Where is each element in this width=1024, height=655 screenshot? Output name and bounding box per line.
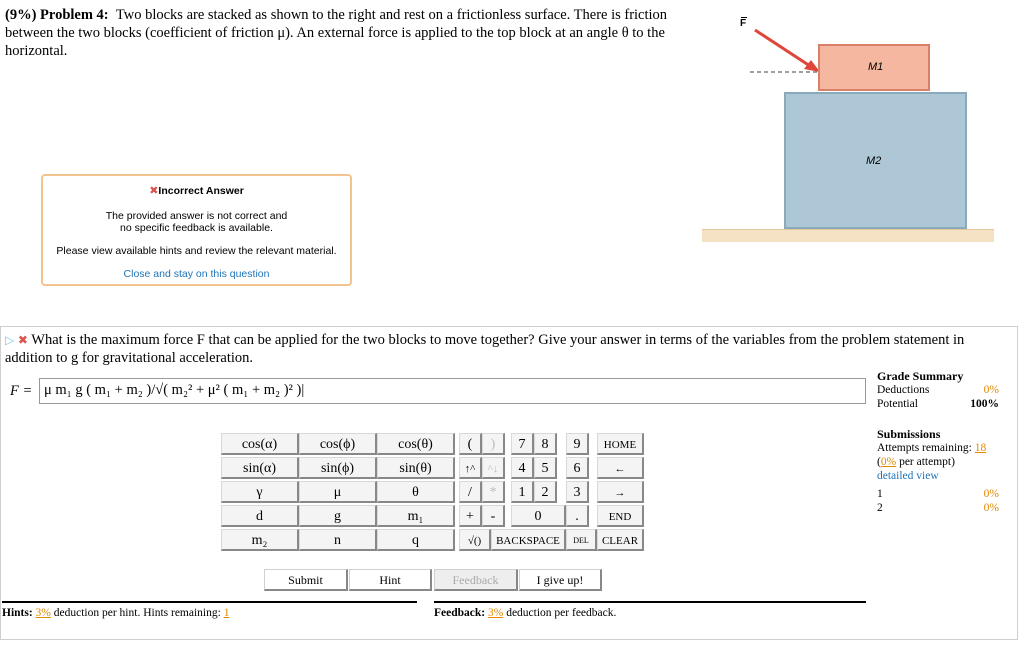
key-cos-phi[interactable]: cos(ϕ) bbox=[299, 433, 377, 455]
key-7[interactable]: 7 bbox=[511, 433, 534, 455]
problem-statement bbox=[5, 6, 695, 60]
key-8[interactable]: 8 bbox=[534, 433, 557, 455]
block-m2-label: M2 bbox=[866, 155, 882, 167]
deductions-label: Deductions bbox=[877, 384, 930, 396]
key-9[interactable]: 9 bbox=[566, 433, 589, 455]
key-3[interactable]: 3 bbox=[566, 481, 589, 503]
submission-deduction: 0% bbox=[983, 502, 999, 514]
force-label: F bbox=[740, 18, 747, 29]
key-0[interactable]: 0 bbox=[511, 505, 566, 527]
key-m1[interactable]: m₁ bbox=[377, 505, 455, 527]
hints-remaining: 1 bbox=[223, 607, 230, 619]
deductions-value: 0% bbox=[983, 384, 999, 396]
key-cos-theta[interactable]: cos(θ) bbox=[377, 433, 455, 455]
key-plus[interactable]: + bbox=[459, 505, 482, 527]
key-close-paren[interactable]: ) bbox=[482, 433, 505, 455]
hint-deduction-pct: 3% bbox=[35, 607, 51, 619]
key-open-paren[interactable]: ( bbox=[459, 433, 482, 455]
key-minus[interactable]: - bbox=[482, 505, 505, 527]
key-delete[interactable]: DEL bbox=[566, 529, 597, 551]
key-sin-theta[interactable]: sin(θ) bbox=[377, 457, 455, 479]
submission-number: 2 bbox=[877, 502, 883, 514]
key-theta[interactable]: θ bbox=[377, 481, 455, 503]
force-arrow-shaft bbox=[755, 30, 810, 66]
key-right-arrow[interactable]: → bbox=[597, 481, 644, 503]
key-decimal[interactable]: . bbox=[566, 505, 589, 527]
key-d[interactable]: d bbox=[221, 505, 299, 527]
answer-input[interactable]: μ m₁ g ( m₁ + m₂ )/√( m₂² + μ² ( m₁ + m₂ )² )| bbox=[39, 378, 866, 404]
potential-label: Potential bbox=[877, 398, 918, 410]
popup-title-text: Incorrect Answer bbox=[158, 185, 244, 197]
popup-hint: Please view available hints and review the relevant material. bbox=[56, 245, 337, 257]
hint-button[interactable]: Hint bbox=[349, 569, 432, 591]
hints-text: deduction per hint. Hints remaining: bbox=[53, 607, 221, 619]
popup-message bbox=[43, 210, 350, 234]
key-sin-phi[interactable]: sin(ϕ) bbox=[299, 457, 377, 479]
key-backspace[interactable]: BACKSPACE bbox=[491, 529, 566, 551]
problem-weight: (9%) bbox=[5, 7, 37, 23]
submissions-title: Submissions bbox=[877, 427, 941, 441]
hints-bar bbox=[2, 601, 417, 619]
submission-deduction: 0% bbox=[983, 488, 999, 500]
per-attempt-line: (0% per attempt) bbox=[877, 456, 955, 468]
problem-text: Two blocks are stacked as shown to the right and rest on a frictionless surface. There is friction between the two blocks (coefficient of friction μ). An external force is applied to the top block at an angle θ to the horizontal. bbox=[5, 7, 668, 59]
key-sin-alpha[interactable]: sin(α) bbox=[221, 457, 299, 479]
attempts-label: Attempts remaining: bbox=[877, 442, 972, 454]
submission-row bbox=[877, 487, 999, 501]
frictionless-surface bbox=[702, 229, 994, 242]
attempts-remaining: 18 bbox=[974, 442, 987, 454]
incorrect-answer-popup bbox=[41, 174, 352, 286]
grade-summary-title: Grade Summary bbox=[877, 369, 964, 383]
key-end[interactable]: END bbox=[597, 505, 644, 527]
key-cos-alpha[interactable]: cos(α) bbox=[221, 433, 299, 455]
key-superscript-down[interactable]: ^↓ bbox=[482, 457, 505, 479]
popup-message-line2: no specific feedback is available. bbox=[120, 222, 273, 234]
submit-button[interactable]: Submit bbox=[264, 569, 348, 591]
answer-label: F = bbox=[10, 383, 33, 399]
question-text-block bbox=[5, 331, 1005, 367]
key-mu[interactable]: μ bbox=[299, 481, 377, 503]
key-m2[interactable]: m₂ bbox=[221, 529, 299, 551]
key-1[interactable]: 1 bbox=[511, 481, 534, 503]
potential-value: 100% bbox=[970, 398, 999, 410]
key-4[interactable]: 4 bbox=[511, 457, 534, 479]
close-popup-link[interactable]: Close and stay on this question bbox=[123, 268, 270, 280]
popup-title bbox=[43, 184, 350, 197]
key-multiply[interactable]: * bbox=[482, 481, 505, 503]
question-text: What is the maximum force F that can be applied for the two blocks to move together? Give your answer in terms of the variables from the problem statement in addition to g for gravitational acceleration. bbox=[5, 332, 965, 366]
key-6[interactable]: 6 bbox=[566, 457, 589, 479]
submission-row bbox=[877, 501, 999, 515]
key-superscript-up[interactable]: ↑^ bbox=[459, 457, 482, 479]
key-q[interactable]: q bbox=[377, 529, 455, 551]
block-m1-label: M1 bbox=[868, 61, 884, 73]
key-clear[interactable]: CLEAR bbox=[597, 529, 644, 551]
incorrect-mark-icon: ✖ bbox=[17, 333, 28, 347]
feedback-text: deduction per feedback. bbox=[506, 607, 617, 619]
key-divide[interactable]: / bbox=[459, 481, 482, 503]
key-n[interactable]: n bbox=[299, 529, 377, 551]
key-home[interactable]: HOME bbox=[597, 433, 644, 455]
submission-number: 1 bbox=[877, 488, 883, 500]
hints-label: Hints: bbox=[2, 607, 33, 619]
key-gamma[interactable]: γ bbox=[221, 481, 299, 503]
per-attempt-text: per attempt) bbox=[899, 456, 955, 468]
force-vector-bar bbox=[741, 17, 747, 18]
attempts-line bbox=[877, 441, 999, 455]
incorrect-icon: ✖ bbox=[149, 185, 159, 197]
key-sqrt[interactable]: √() bbox=[459, 529, 491, 551]
popup-message-line1: The provided answer is not correct and bbox=[105, 210, 288, 222]
grade-summary bbox=[877, 369, 999, 515]
play-icon[interactable]: ▷ bbox=[5, 333, 15, 347]
key-g[interactable]: g bbox=[299, 505, 377, 527]
feedback-button[interactable]: Feedback bbox=[434, 569, 518, 591]
key-5[interactable]: 5 bbox=[534, 457, 557, 479]
question-panel bbox=[0, 326, 1018, 640]
problem-label: Problem 4: bbox=[40, 7, 109, 23]
per-attempt-pct: 0% bbox=[880, 456, 897, 468]
key-left-arrow[interactable]: ← bbox=[597, 457, 644, 479]
detailed-view-link[interactable]: detailed view bbox=[877, 470, 939, 482]
feedback-bar bbox=[434, 601, 866, 619]
give-up-button[interactable]: I give up! bbox=[519, 569, 602, 591]
key-2[interactable]: 2 bbox=[534, 481, 557, 503]
feedback-deduction-pct: 3% bbox=[487, 607, 504, 619]
feedback-label: Feedback: bbox=[434, 607, 486, 619]
